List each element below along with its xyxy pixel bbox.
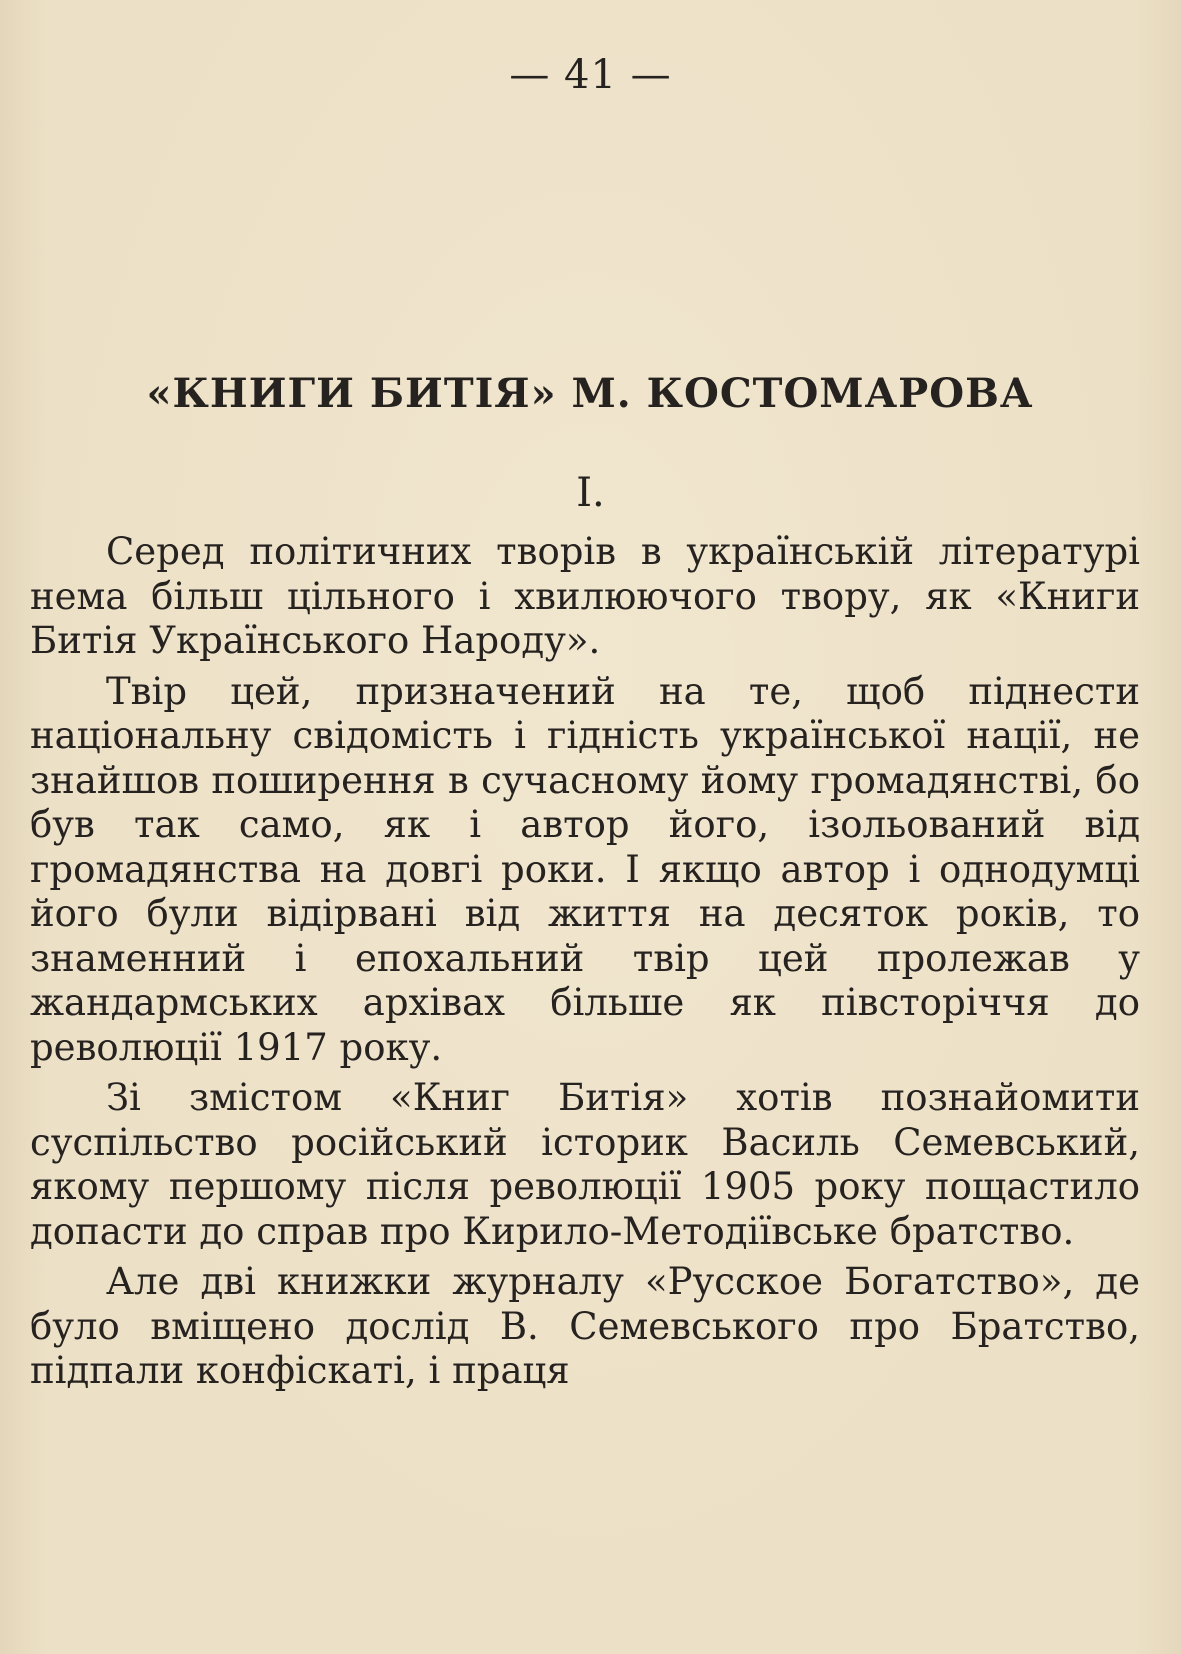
paragraph-3: Зі змістом «Книг Битія» хотів познайомити суспільство російський історик Василь Семевський, якому першому після революції 1905 року пощастило допасти до справ про Кирило-Методіївське братство. — [30, 1076, 1140, 1253]
chapter-title: «КНИГИ БИТІЯ» М. КОСТОМАРОВА — [146, 370, 1034, 417]
body-text — [30, 530, 1140, 1400]
paragraph-2: Твір цей, призначений на те, щоб піднести національну свідомість і гідність української нації, не знайшов поширення в сучасному йому громадянстві, бо був так само, як і автор його, ізольований від громадянства на довгі роки. І якщо автор і однодумці його були відірвані від життя на десяток років, то знаменний і епохальний твір цей пролежав у жандармських архівах більше як півсторіччя до революції 1917 року. — [30, 669, 1140, 1069]
paragraph-4: Але дві книжки журналу «Русское Богатство», де було вміщено дослід В. Семевського про Братство, підпали конфіскаті, і праця — [30, 1260, 1140, 1392]
section-number: I. — [576, 470, 605, 516]
page-number: — 41 — — [509, 52, 672, 98]
paragraph-1: Серед політичних творів в українській літературі нема більш цільного і хвилюючого твору, як «Книги Битія Українського Народу». — [30, 530, 1140, 662]
